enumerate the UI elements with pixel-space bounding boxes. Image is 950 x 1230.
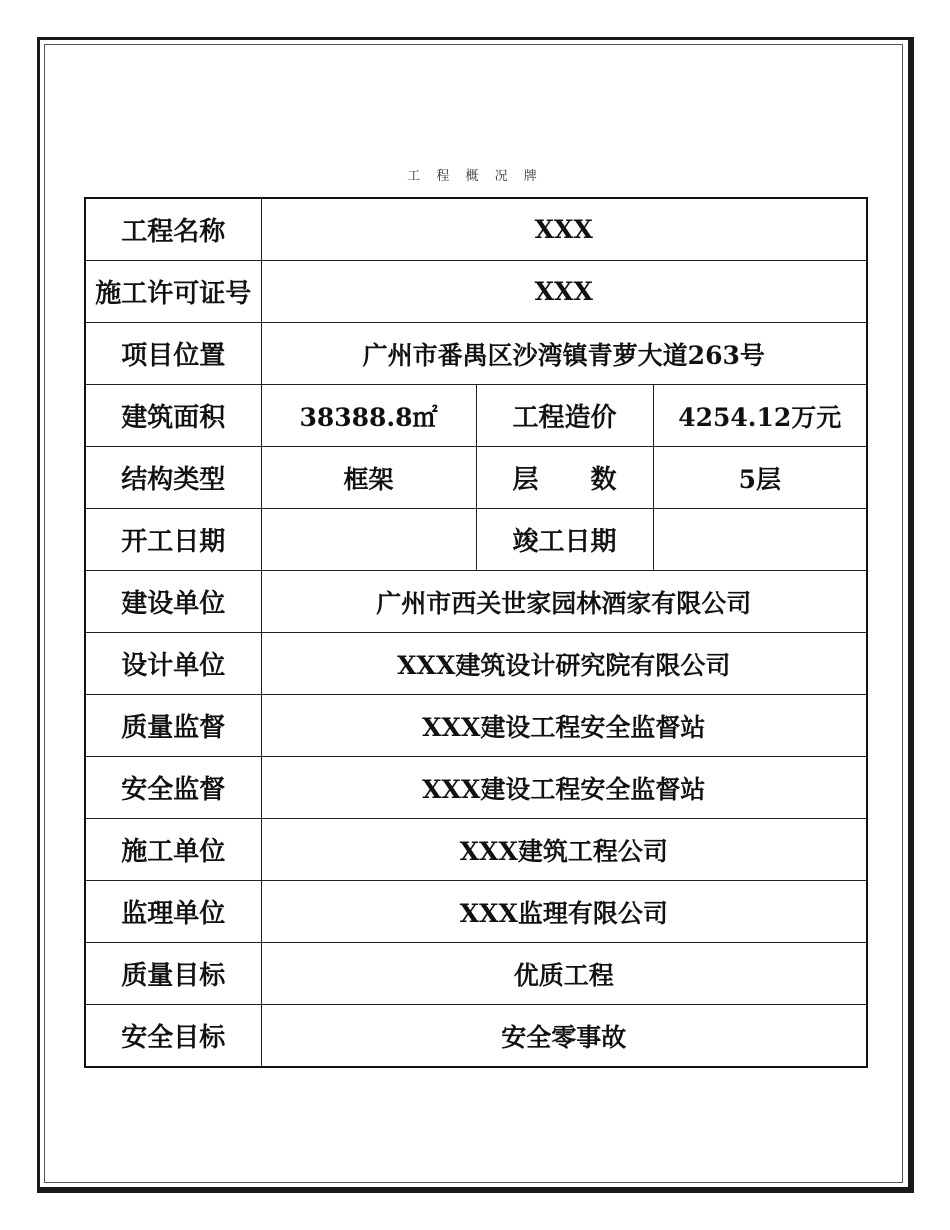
safety-target-value: 安全零事故 [261,1005,867,1068]
safety-supervision-label: 安全监督 [85,757,261,819]
structure-type-value: 框架 [261,447,476,509]
table-row [85,881,867,943]
table-row [85,447,867,509]
safety-target-label: 安全目标 [85,1005,261,1068]
quality-supervision-label: 质量监督 [85,695,261,757]
permit-no-label: 施工许可证号 [85,261,261,323]
start-date-value [261,509,476,571]
location-value: 广州市番禺区沙湾镇青萝大道263号 [261,323,867,385]
safety-supervision-value: XXX建设工程安全监督站 [261,757,867,819]
floor-area-label: 建筑面积 [85,385,261,447]
structure-type-label: 结构类型 [85,447,261,509]
table-row [85,1005,867,1068]
table-row [85,695,867,757]
table-row [85,323,867,385]
table-row [85,385,867,447]
project-name-value: XXX [261,198,867,261]
designer-value: XXX建筑设计研究院有限公司 [261,633,867,695]
designer-label: 设计单位 [85,633,261,695]
table-row [85,509,867,571]
quality-target-label: 质量目标 [85,943,261,1005]
supervisor-value: XXX监理有限公司 [261,881,867,943]
table-row [85,819,867,881]
table-row [85,261,867,323]
project-overview-table [84,197,868,1068]
contractor-label: 施工单位 [85,819,261,881]
supervisor-label: 监理单位 [85,881,261,943]
owner-label: 建设单位 [85,571,261,633]
table-row [85,943,867,1005]
start-date-label: 开工日期 [85,509,261,571]
table-row [85,198,867,261]
project-cost-value: 4254.12万元 [653,385,867,447]
completion-date-label: 竣工日期 [476,509,653,571]
project-cost-label: 工程造价 [476,385,653,447]
project-name-label: 工程名称 [85,198,261,261]
owner-value: 广州市西关世家园林酒家有限公司 [261,571,867,633]
floor-count-label: 层 数 [476,447,653,509]
permit-no-value: XXX [261,261,867,323]
quality-supervision-value: XXX建设工程安全监督站 [261,695,867,757]
completion-date-value [653,509,867,571]
floor-count-value: 5层 [653,447,867,509]
floor-area-value: 38388.8㎡ [261,385,476,447]
contractor-value: XXX建筑工程公司 [261,819,867,881]
quality-target-value: 优质工程 [261,943,867,1005]
table-row [85,571,867,633]
table-row [85,757,867,819]
location-label: 项目位置 [85,323,261,385]
page-title: 工 程 概 况 牌 [407,169,543,184]
table-row [85,633,867,695]
